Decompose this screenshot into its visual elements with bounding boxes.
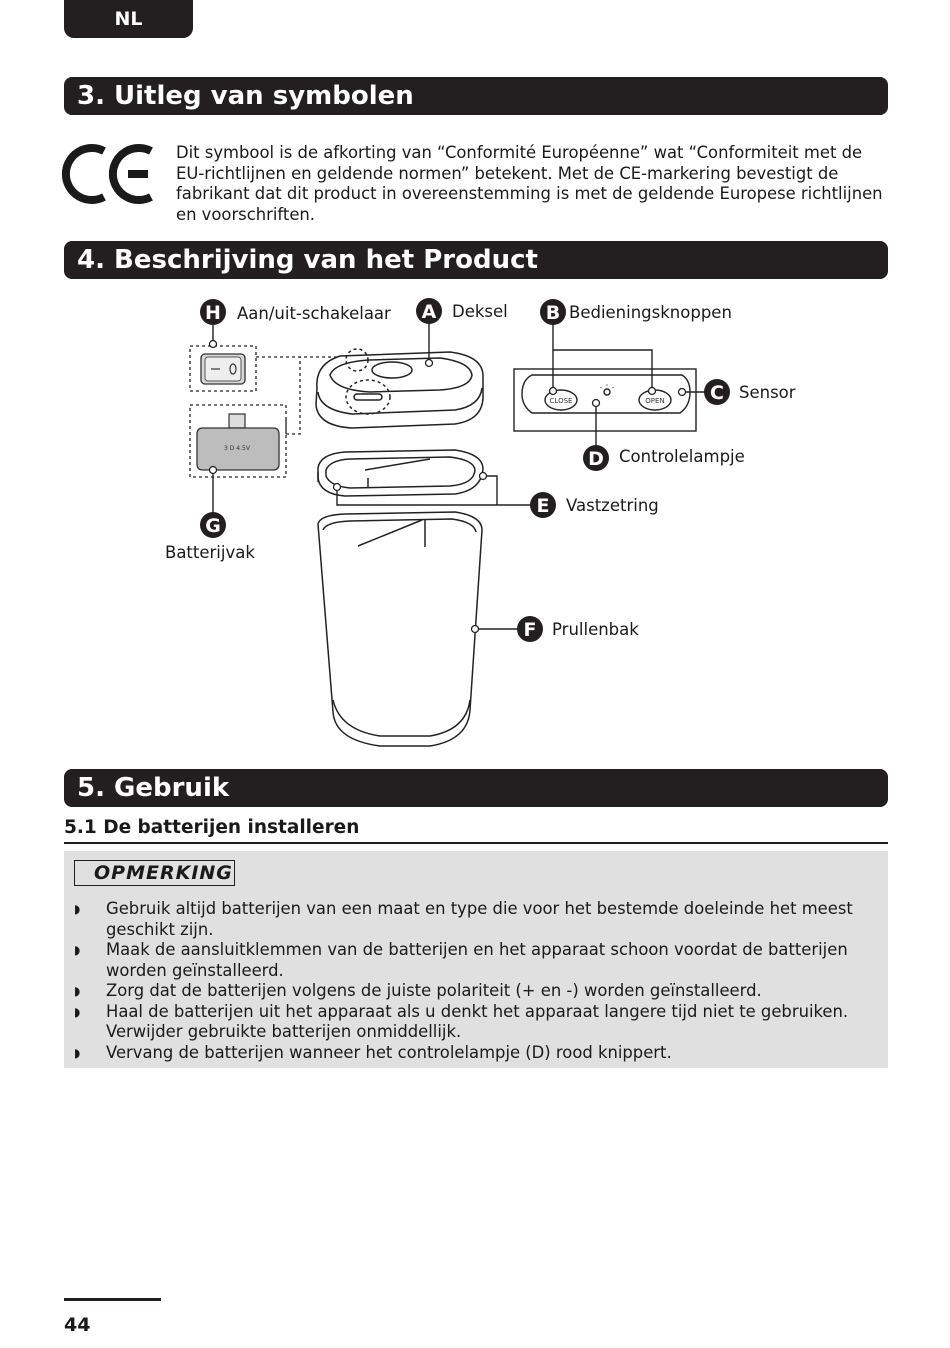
badge-D [583, 445, 609, 471]
bullet-icon: ◗ [74, 984, 81, 998]
note-item: ◗ Haal de batterijen uit het apparaat als u denkt het apparaat langere tijd niet te gebruiken. Verwijder gebruikte batterijen onmiddellijk. [74, 1001, 849, 1041]
locking-ring-illustration [318, 450, 483, 496]
badge-G [200, 512, 226, 538]
badge-E [530, 492, 556, 518]
lid-illustration [316, 349, 483, 428]
open-button-label: OPEN [645, 397, 665, 405]
control-panel-illustration [514, 369, 696, 431]
page-number: 44 [64, 1314, 91, 1336]
svg-text:H: H [205, 302, 221, 324]
badge-C [704, 379, 730, 405]
language-tab: NL [64, 0, 193, 38]
badge-F [517, 616, 543, 642]
power-switch-illustration [190, 346, 256, 391]
callout-label-F: Prullenbak [552, 620, 639, 639]
svg-text:C: C [710, 382, 724, 404]
svg-text:B: B [545, 302, 561, 324]
note-item: ◗ Gebruik altijd batterijen van een maat en type die voor het bestemde doeleinde het meest geschikt zijn. [74, 899, 853, 939]
svg-text:F: F [523, 619, 537, 641]
svg-text:D: D [588, 448, 604, 470]
svg-text:A: A [421, 301, 437, 323]
note-item: ◗ Maak de aansluitklemmen van de batterijen en het apparaat schoon voordat de batterijen worden geïnstalleerd. [74, 940, 848, 980]
bullet-icon: ◗ [74, 902, 81, 916]
callout-label-B: Bedieningsknoppen [569, 303, 732, 322]
svg-text:E: E [536, 495, 550, 517]
callout-label-H: Aan/uit-schakelaar [237, 304, 391, 323]
battery-compartment-illustration [190, 405, 286, 477]
callout-label-C: Sensor [739, 383, 796, 402]
section-4-heading: 4. Beschrijving van het Product [64, 241, 888, 279]
callout-label-E: Vastzetring [566, 496, 659, 515]
battery-marking: 3 D 4.5V [224, 445, 250, 452]
note-box [64, 851, 888, 1068]
callout-label-D: Controlelampje [619, 447, 745, 466]
note-item: ◗ Vervang de batterijen wanneer het controlelampje (D) rood knippert. [74, 1042, 672, 1062]
section-3-heading: 3. Uitleg van symbolen [64, 77, 888, 115]
note-label: OPMERKING [74, 860, 235, 886]
badge-H [200, 299, 226, 325]
bullet-icon: ◗ [74, 1004, 81, 1019]
ce-description: Dit symbool is de afkorting van “Conformité Européenne” wat “Conformiteit met de EU-richtlijnen en geldende normen” betekent. Met de CE-markering bevestigt de fabrikant dat dit product in overeenstemming is met de geldende Europese richtlijnen en voorschriften. [176, 143, 883, 224]
section-5-heading: 5. Gebruik [64, 769, 888, 807]
note-item: ◗ Zorg dat de batterijen volgens de juiste polariteit (+ en -) worden geïnstalleerd. [74, 981, 762, 1000]
bullet-icon: ◗ [74, 1045, 81, 1060]
bullet-icon: ◗ [74, 943, 81, 957]
callout-label-G: Batterijvak [165, 543, 255, 562]
footer-rule [64, 1298, 161, 1301]
callout-label-A: Deksel [452, 302, 508, 321]
note-list [74, 899, 879, 1063]
close-button-label: CLOSE [549, 397, 573, 405]
badge-A [416, 298, 442, 324]
bin-illustration [318, 512, 482, 746]
svg-text:G: G [205, 515, 221, 537]
subsection-heading: 5.1 De batterijen installeren [64, 816, 888, 844]
badge-B [540, 299, 566, 325]
